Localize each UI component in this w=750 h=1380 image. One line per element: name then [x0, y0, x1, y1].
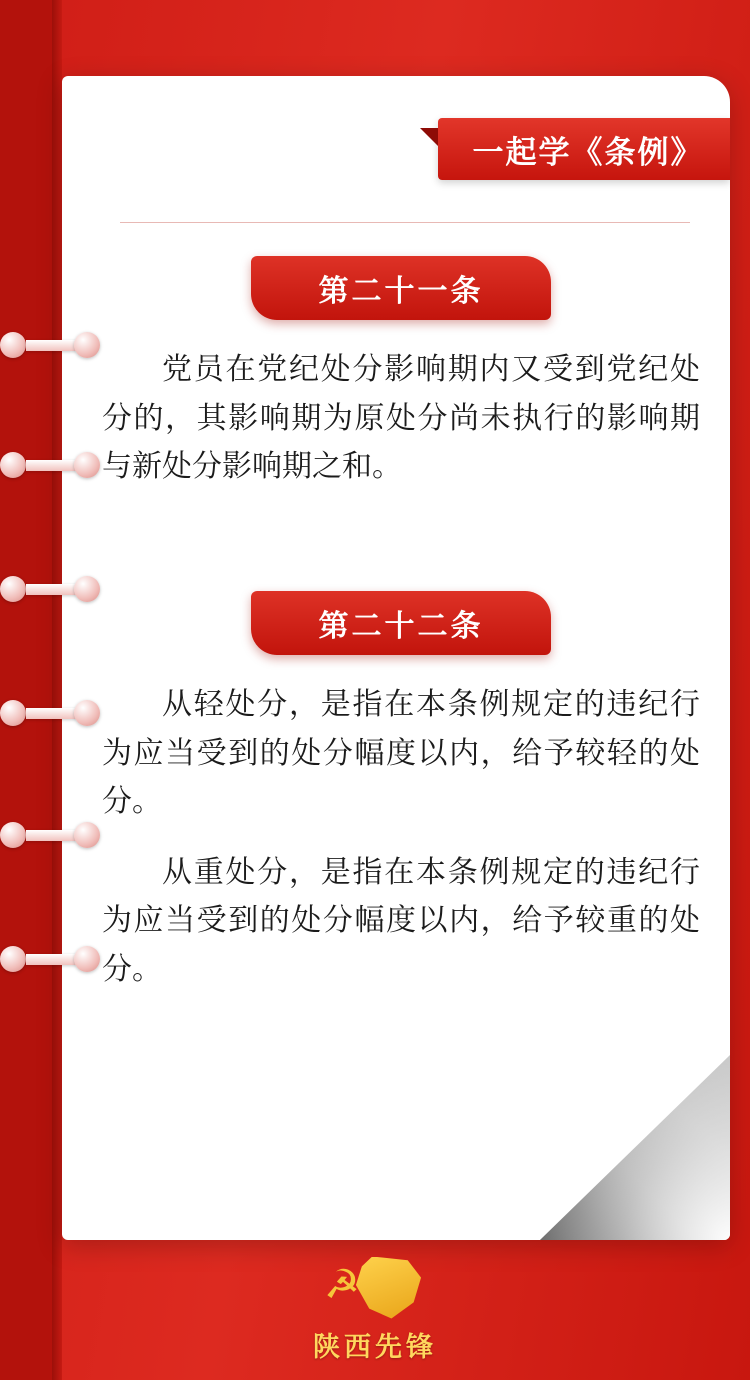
ribbon-title: 一起学《条例》 [438, 118, 730, 180]
binder-ring [0, 332, 100, 358]
article-block-2 [102, 591, 700, 995]
article-block-1 [102, 256, 700, 492]
footer [0, 1240, 750, 1380]
ring-bar [26, 830, 76, 841]
ring-cap-icon [74, 452, 100, 478]
article-heading-1: 第二十一条 [251, 256, 551, 320]
ring-bar [26, 954, 76, 965]
article-paragraph: 从轻处分，是指在本条例规定的违纪行为应当受到的处分幅度以内，给予较轻的处分。 [102, 688, 700, 819]
binder-ring [0, 452, 100, 478]
hammer-sickle-icon: ☭ [324, 1262, 360, 1307]
ring-cap-icon [0, 576, 26, 602]
article-heading-2: 第二十二条 [251, 591, 551, 655]
binder-ring [0, 576, 100, 602]
ring-cap-icon [0, 700, 26, 726]
ring-bar [26, 340, 76, 351]
ring-cap-icon [74, 700, 100, 726]
binder-ring [0, 700, 100, 726]
binder-ring [0, 822, 100, 848]
ring-cap-icon [74, 822, 100, 848]
binder-strip [0, 0, 52, 1380]
article-paragraph: 从重处分，是指在本条例规定的违纪行为应当受到的处分幅度以内，给予较重的处分。 [102, 855, 700, 986]
ring-cap-icon [74, 332, 100, 358]
ring-cap-icon [74, 576, 100, 602]
ring-bar [26, 708, 76, 719]
ring-cap-icon [0, 946, 26, 972]
ring-bar [26, 460, 76, 471]
header-divider [120, 222, 690, 223]
binder-edge [52, 0, 62, 1380]
ring-cap-icon [0, 332, 26, 358]
ring-cap-icon [74, 946, 100, 972]
brand-logo [316, 1257, 434, 1319]
binder-ring [0, 946, 100, 972]
article-paragraph: 党员在党纪处分影响期内又受到党纪处分的，其影响期为原处分尚未执行的影响期与新处分影响期之和。 [102, 353, 700, 484]
page-content [62, 76, 730, 1240]
ring-cap-icon [0, 822, 26, 848]
ring-bar [26, 584, 76, 595]
ring-cap-icon [0, 452, 26, 478]
brand-name: 陕西先锋 [313, 1331, 437, 1362]
notebook-page [62, 76, 730, 1240]
